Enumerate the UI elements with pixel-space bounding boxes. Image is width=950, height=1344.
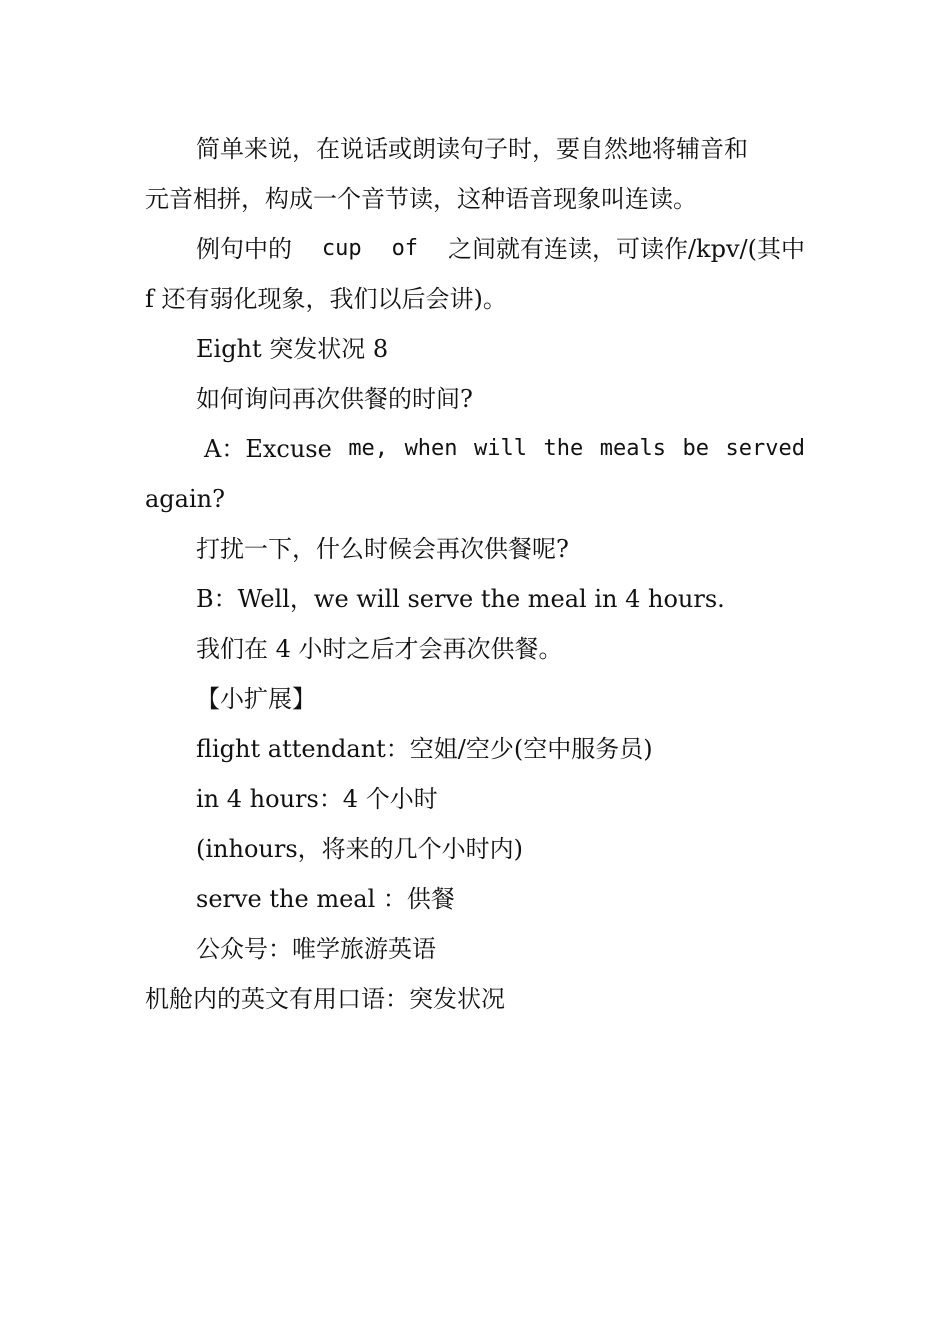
question-text: 如何询问再次供餐的时间? xyxy=(196,385,473,413)
paragraph-2-word: of xyxy=(391,236,419,261)
section-heading: Eight 突发状况 8 xyxy=(196,335,389,363)
expansion-heading: 【小扩展】 xyxy=(196,685,316,713)
paragraph-1-line-2: 元音相拼，构成一个音节读，这种语音现象叫连读。 xyxy=(145,185,697,213)
dialogue-a-word: A：Excuse xyxy=(204,435,332,463)
dialogue-a-word: the xyxy=(543,436,584,461)
vocab-item: in 4 hours：4 个小时 xyxy=(196,785,438,813)
dialogue-a-word: when xyxy=(404,436,458,461)
vocab-item: flight attendant：空姐/空少(空中服务员) xyxy=(196,735,653,763)
translation-b: 我们在 4 小时之后才会再次供餐。 xyxy=(196,635,563,663)
paragraph-2-word: 例句中的 xyxy=(196,235,292,263)
paragraph-2-line-2: f 还有弱化现象，我们以后会讲)。 xyxy=(145,285,507,313)
dialogue-a-word: me, xyxy=(348,436,389,461)
paragraph-2-line-1 xyxy=(196,234,805,264)
paragraph-1-line-1: 简单来说，在说话或朗读句子时，要自然地将辅音和 xyxy=(196,135,748,163)
vocab-item: serve the meal ：供餐 xyxy=(196,885,455,913)
official-account: 公众号：唯学旅游英语 xyxy=(196,935,436,963)
dialogue-a-line-2: again? xyxy=(145,485,225,513)
dialogue-b: B：Well，we will serve the meal in 4 hours. xyxy=(196,585,725,613)
translation-a: 打扰一下，什么时候会再次供餐呢? xyxy=(196,535,569,563)
paragraph-2-word: 之间就有连读，可读作/kpv/(其中 xyxy=(447,235,805,263)
paragraph-2-word: cup xyxy=(321,236,362,261)
dialogue-a-word: be xyxy=(682,436,710,461)
vocab-item: (inhours，将来的几个小时内) xyxy=(196,835,524,863)
dialogue-a-line-1 xyxy=(204,434,805,464)
footer-title: 机舱内的英文有用口语：突发状况 xyxy=(145,985,505,1013)
dialogue-a-word: will xyxy=(474,436,528,461)
dialogue-a-word: meals xyxy=(599,436,667,461)
dialogue-a-word: served xyxy=(725,436,805,461)
